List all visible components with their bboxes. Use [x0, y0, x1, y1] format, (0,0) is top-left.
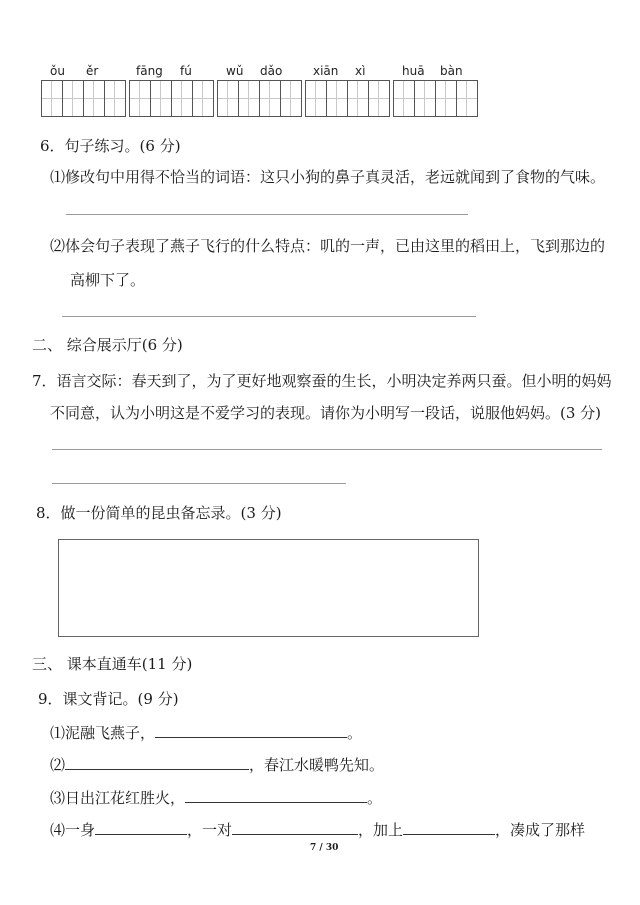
pinyin-label: ěr — [86, 64, 99, 78]
item-3-text: ⑶日出江花红胜火， — [50, 789, 186, 807]
item-2-text: ⑵ — [50, 756, 66, 774]
pinyin-label: fāng — [136, 64, 163, 78]
question-9-item-4 — [50, 820, 585, 840]
question-9-title: 9．课文背记。(9 分) — [38, 690, 179, 708]
fill-blank[interactable] — [232, 820, 358, 835]
pinyin-label: fú — [180, 64, 192, 78]
pinyin-label: ǒu — [50, 64, 65, 78]
page-number: 7 / 30 — [310, 843, 339, 853]
writing-grid[interactable] — [217, 80, 301, 117]
question-6-item-1: ⑴修改句中用得不恰当的词语：这只小狗的鼻子真灵活，老远就闻到了食物的气味。 — [50, 168, 606, 186]
question-7-line-1: 7．语言交际：春天到了，为了更好地观察蚕的生长，小明决定养两只蚕。但小明的妈妈 — [32, 372, 612, 390]
pinyin-label: dǎo — [260, 64, 283, 78]
writing-grid[interactable] — [305, 80, 389, 117]
answer-line[interactable] — [52, 449, 602, 450]
question-9-item-2 — [50, 755, 384, 775]
fill-blank[interactable] — [403, 820, 495, 835]
question-9-item-3 — [50, 788, 382, 808]
fill-blank[interactable] — [155, 723, 347, 738]
item-2-end: ，春江水暖鸭先知。 — [249, 756, 385, 774]
item-4-text-a: ⑷一身 — [50, 821, 96, 839]
section-2-heading: 二、 综合展示厅(6 分) — [32, 336, 183, 354]
answer-line[interactable] — [62, 316, 476, 317]
item-4-text-b: ，一对 — [187, 821, 233, 839]
fill-blank[interactable] — [65, 755, 249, 770]
item-1-end: 。 — [347, 724, 363, 742]
pinyin-label: wǔ — [226, 64, 244, 78]
item-4-text-c: ，加上 — [358, 821, 404, 839]
pinyin-label: huā — [402, 64, 425, 78]
question-6-item-2: ⑵体会句子表现了燕子飞行的什么特点：叽的一声，已由这里的稻田上，飞到那边的 — [50, 237, 606, 255]
pinyin-label: bàn — [440, 64, 463, 78]
memo-answer-box[interactable] — [58, 539, 479, 637]
writing-grid[interactable] — [129, 80, 213, 117]
writing-grid[interactable] — [393, 80, 477, 117]
fill-blank[interactable] — [95, 820, 187, 835]
item-3-end: 。 — [367, 789, 383, 807]
question-9-item-1 — [50, 723, 362, 743]
pinyin-label: xiān — [313, 64, 339, 78]
question-6-title: 6．句子练习。(6 分) — [40, 137, 181, 155]
fill-blank[interactable] — [185, 788, 367, 803]
question-6-item-2-cont: 高柳下了。 — [70, 271, 146, 289]
question-8-title: 8．做一份简单的昆虫备忘录。(3 分) — [36, 504, 282, 522]
pinyin-label: xì — [355, 64, 366, 78]
question-7-line-2: 不同意，认为小明这是不爱学习的表现。请你为小明写一段话，说服他妈妈。(3 分) — [50, 404, 602, 422]
item-4-text-d: ，凑成了那样 — [495, 821, 586, 839]
answer-line[interactable] — [52, 483, 346, 484]
writing-grid[interactable] — [41, 80, 125, 117]
answer-line[interactable] — [66, 214, 468, 215]
item-1-text: ⑴泥融飞燕子， — [50, 724, 156, 742]
section-3-heading: 三、 课本直通车(11 分) — [32, 655, 193, 673]
